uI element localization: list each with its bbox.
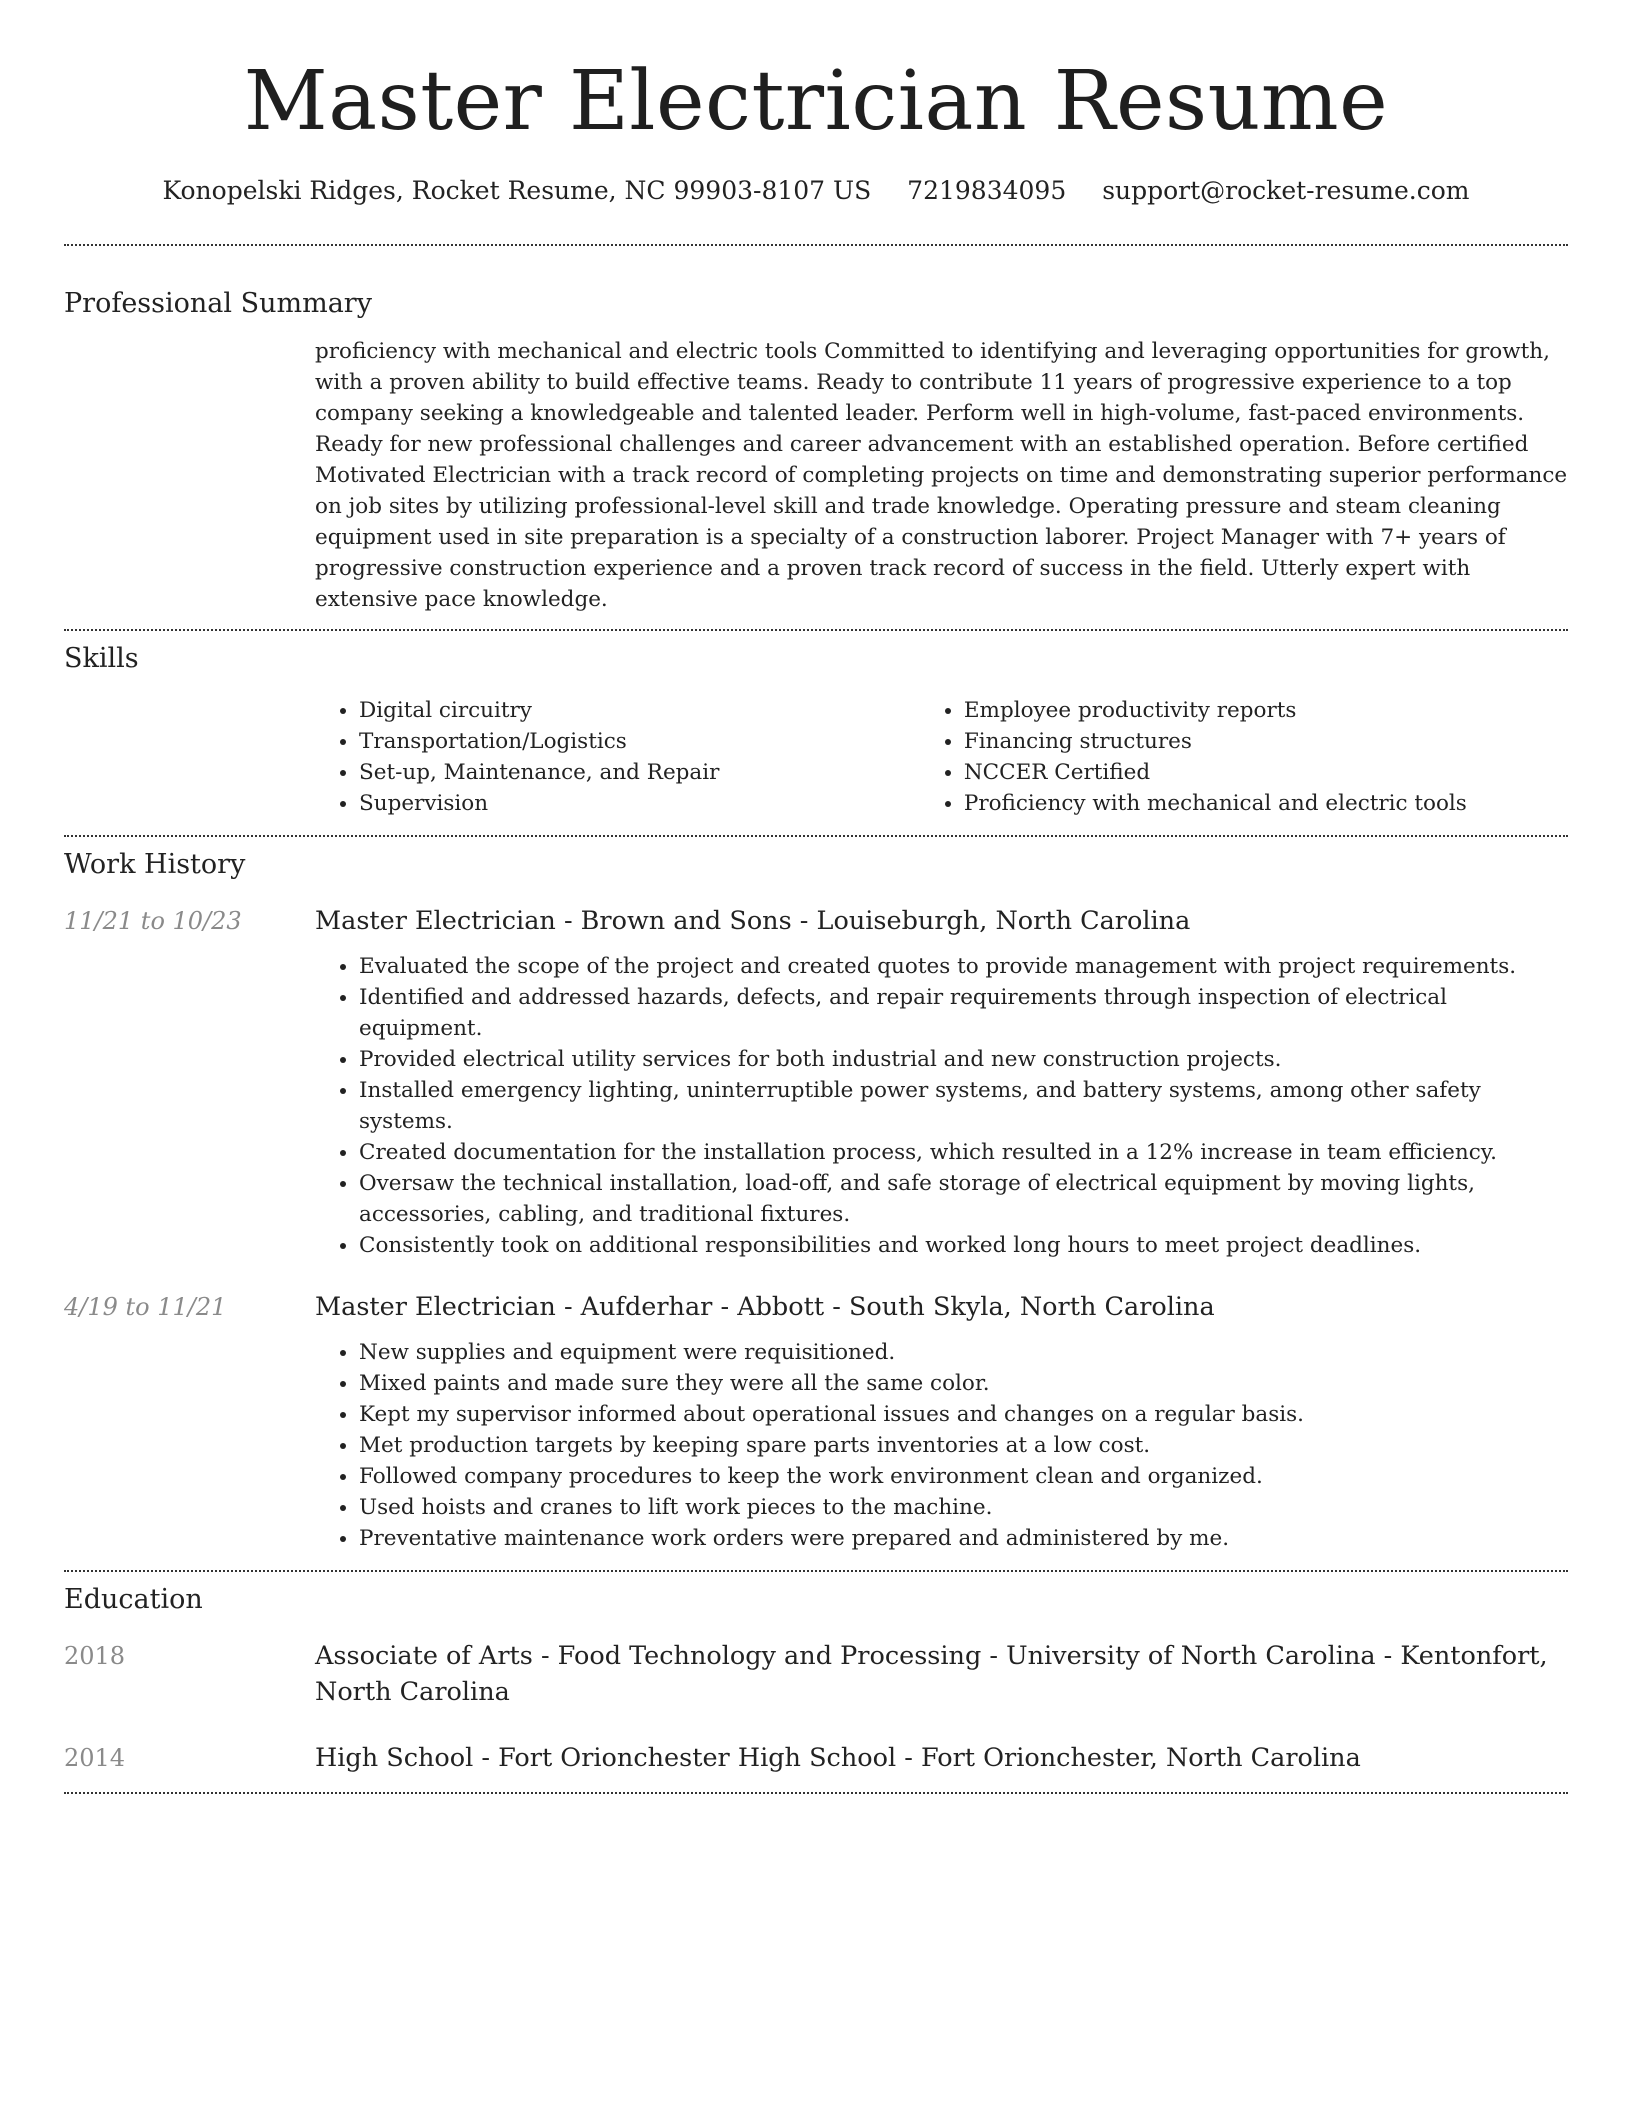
job-location: Louiseburgh, North Carolina bbox=[816, 906, 1191, 936]
list-item: • Consistently took on additional responsibilities and worked long hours to meet project deadlines. bbox=[359, 1230, 1568, 1261]
email: support@rocket-resume.com bbox=[1102, 176, 1470, 205]
job-company: Brown and Sons bbox=[580, 906, 792, 936]
list-item: • Kept my supervisor informed about operational issues and changes on a regular basis. bbox=[359, 1399, 1568, 1430]
divider bbox=[64, 629, 1568, 631]
skills-column-right bbox=[920, 695, 1568, 819]
job-bullets bbox=[315, 1337, 1568, 1554]
skill-item: • Supervision bbox=[359, 788, 920, 819]
skill-item: • Transportation/Logistics bbox=[359, 726, 920, 757]
list-item: • Provided electrical utility services for both industrial and new construction projects. bbox=[359, 1044, 1568, 1075]
education-detail: - Food Technology and Processing - University of North Carolina - Kentonfort, North Carolina bbox=[315, 1641, 1548, 1707]
list-item: • Preventative maintenance work orders were prepared and administered by me. bbox=[359, 1523, 1568, 1554]
degree: Associate of Arts bbox=[315, 1641, 533, 1671]
skill-item: • Financing structures bbox=[964, 726, 1568, 757]
list-item: • Followed company procedures to keep the work environment clean and organized. bbox=[359, 1461, 1568, 1492]
job-title: Master Electrician - Aufderhar - Abbott - South Skyla, North Carolina bbox=[315, 1292, 1215, 1322]
section-title-education: Education bbox=[64, 1584, 203, 1615]
skills-column-left bbox=[315, 695, 920, 819]
section-title-skills: Skills bbox=[64, 643, 139, 674]
list-item: • Evaluated the scope of the project and created quotes to provide management with project requirements. bbox=[359, 951, 1568, 982]
education-title bbox=[315, 1638, 1568, 1710]
phone: 7219834095 bbox=[907, 176, 1067, 205]
contact-line bbox=[64, 174, 1568, 208]
resume-page bbox=[64, 0, 1568, 1794]
divider bbox=[64, 1792, 1568, 1794]
education-year: 2014 bbox=[64, 1744, 126, 1772]
job-dates: 11/21 to 10/23 bbox=[64, 907, 242, 935]
education-year: 2018 bbox=[64, 1642, 126, 1670]
job-dates: 4/19 to 11/21 bbox=[64, 1293, 227, 1321]
education-entry bbox=[64, 1740, 1568, 1776]
job-entry bbox=[64, 903, 1568, 1261]
address: Konopelski Ridges, Rocket Resume, NC 99903-8107 US bbox=[162, 176, 872, 205]
education-entry bbox=[64, 1638, 1568, 1710]
skill-item: • Employee productivity reports bbox=[964, 695, 1568, 726]
job-title: Master Electrician - Brown and Sons - Louiseburgh, North Carolina bbox=[315, 906, 1191, 936]
job-role: Master Electrician bbox=[315, 906, 556, 936]
skill-item: • Digital circuitry bbox=[359, 695, 920, 726]
list-item: • Met production targets by keeping spare parts inventories at a low cost. bbox=[359, 1430, 1568, 1461]
section-title-summary: Professional Summary bbox=[64, 288, 372, 319]
list-item: • Oversaw the technical installation, load-off, and safe storage of electrical equipment by moving lights, accessories, cabling, and traditional fixtures. bbox=[359, 1168, 1568, 1230]
job-bullets bbox=[315, 951, 1568, 1261]
skill-item: • Proficiency with mechanical and electric tools bbox=[964, 788, 1568, 819]
job-location: South Skyla, North Carolina bbox=[848, 1292, 1215, 1322]
resume-title: Master Electrician Resume bbox=[243, 54, 1389, 149]
list-item: • New supplies and equipment were requisitioned. bbox=[359, 1337, 1568, 1368]
education-title bbox=[315, 1740, 1568, 1776]
divider bbox=[64, 835, 1568, 837]
job-entry bbox=[64, 1289, 1568, 1554]
list-item: • Identified and addressed hazards, defects, and repair requirements through inspection of electrical equipment. bbox=[359, 982, 1568, 1044]
skill-item: • Set-up, Maintenance, and Repair bbox=[359, 757, 920, 788]
education-detail: - Fort Orionchester High School - Fort Orionchester, North Carolina bbox=[473, 1743, 1361, 1773]
list-item: • Used hoists and cranes to lift work pieces to the machine. bbox=[359, 1492, 1568, 1523]
section-title-work-history: Work History bbox=[64, 849, 246, 880]
list-item: • Created documentation for the installation process, which resulted in a 12% increase in team efficiency. bbox=[359, 1137, 1568, 1168]
list-item: • Mixed paints and made sure they were all the same color. bbox=[359, 1368, 1568, 1399]
divider bbox=[64, 244, 1568, 246]
list-item: • Installed emergency lighting, uninterruptible power systems, and battery systems, among other safety systems. bbox=[359, 1075, 1568, 1137]
divider bbox=[64, 1570, 1568, 1572]
degree: High School bbox=[315, 1743, 474, 1773]
skill-item: • NCCER Certified bbox=[964, 757, 1568, 788]
summary-text: proficiency with mechanical and electric tools Committed to identifying and leveraging opportunities for growth, with a proven ability to build effective teams. Ready to contribute 11 years of progressive experience to a top company seeking a knowledgeable and talented leader. Perform well in high-volume, fast-paced environments. Ready for new professional challenges and career advancement with an established operation. Before certified Motivated Electrician with a track record of completing projects on time and demonstrating superior performance on job sites by utilizing professional-level skill and trade knowledge. Operating pressure and steam cleaning equipment used in site preparation is a specialty of a construction laborer. Project Manager with 7+ years of progressive construction experience and a proven track record of success in the field. Utterly expert with extensive pace knowledge. bbox=[315, 339, 1568, 612]
skills-list bbox=[315, 695, 1568, 819]
job-role: Master Electrician bbox=[315, 1292, 556, 1322]
job-company: Aufderhar - Abbott bbox=[580, 1292, 825, 1322]
